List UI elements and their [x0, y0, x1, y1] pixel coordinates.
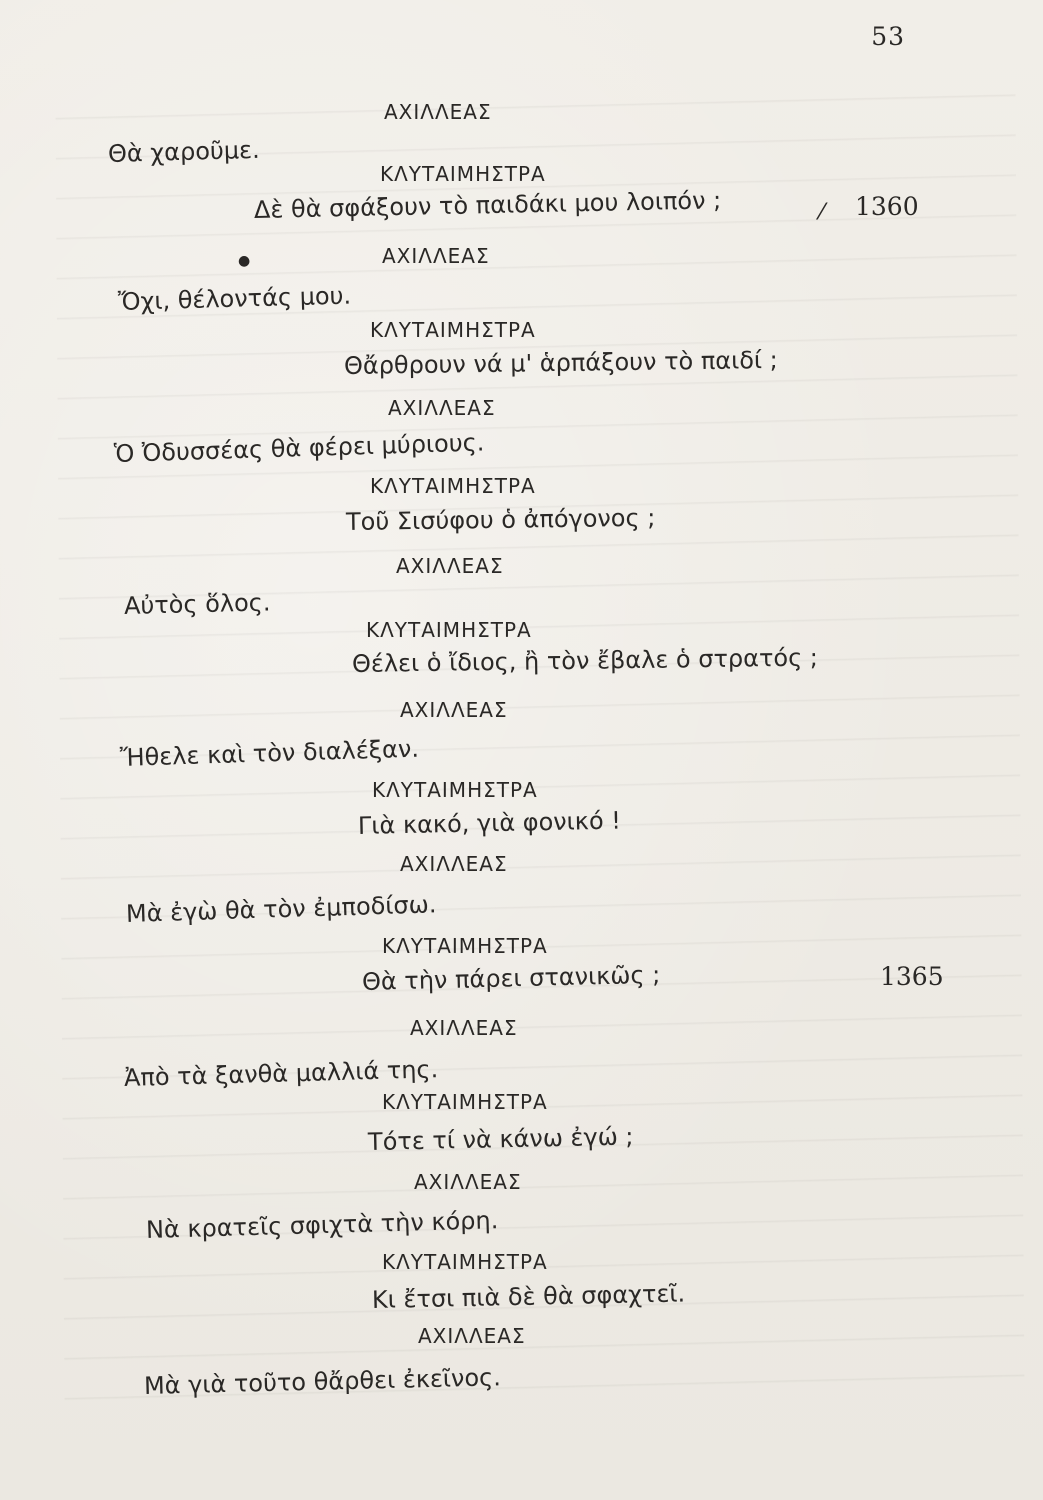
speaker-name: ΚΛΥΤΑΙΜΗΣΤΡΑ	[382, 1090, 548, 1114]
speaker-name: ΚΛΥΤΑΙΜΗΣΤΡΑ	[370, 474, 536, 498]
page-number: 53	[871, 22, 905, 51]
speaker-name: ΑΧΙΛΛΕΑΣ	[400, 852, 508, 876]
verse-line: Αὐτὸς ὅλος.	[123, 588, 271, 620]
line-number: 1365	[880, 962, 944, 991]
verse-line: Θἄρθρουν νά μ' ἁρπάξουν τὸ παιδί ;	[343, 345, 778, 380]
speaker-name: ΑΧΙΛΛΕΑΣ	[396, 554, 504, 578]
line-number: 1360	[855, 192, 919, 221]
verse-line: Τότε τί νὰ κάνω ἐγώ ;	[367, 1122, 634, 1156]
speaker-name: ΑΧΙΛΛΕΑΣ	[410, 1016, 518, 1040]
verse-line: Γιὰ κακό, γιὰ φονικό !	[357, 806, 622, 840]
speaker-name: ΑΧΙΛΛΕΑΣ	[418, 1324, 526, 1348]
verse-line: Νὰ κρατεῖς σφιχτὰ τὴν κόρη.	[145, 1206, 499, 1244]
speaker-name: ΚΛΥΤΑΙΜΗΣΤΡΑ	[366, 618, 532, 642]
verse-line: Ἀπὸ τὰ ξανθὰ μαλλιά της.	[123, 1055, 439, 1092]
verse-line: Μὰ ἐγὼ θὰ τὸν ἐμποδίσω.	[125, 890, 437, 928]
verse-line: Μὰ γιὰ τοῦτο θἄρθει ἐκεῖνος.	[143, 1363, 502, 1400]
ink-mark: ⁄	[820, 200, 824, 225]
speaker-name: ΚΛΥΤΑΙΜΗΣΤΡΑ	[370, 318, 536, 342]
verse-line: Ὄχι, θέλοντάς μου.	[117, 281, 352, 316]
ink-dot: ●	[238, 253, 251, 269]
speaker-name: ΑΧΙΛΛΕΑΣ	[414, 1170, 522, 1194]
speaker-name: ΚΛΥΤΑΙΜΗΣΤΡΑ	[372, 778, 538, 802]
speaker-name: ΚΛΥΤΑΙΜΗΣΤΡΑ	[382, 934, 548, 958]
speaker-name: ΑΧΙΛΛΕΑΣ	[388, 396, 496, 420]
verse-line: Ὁ Ὀδυσσέας θὰ φέρει μύριους.	[113, 428, 485, 468]
speaker-name: ΑΧΙΛΛΕΑΣ	[400, 698, 508, 722]
verse-line: Θὰ τὴν πάρει στανικῶς ;	[361, 960, 661, 996]
speaker-name: ΑΧΙΛΛΕΑΣ	[384, 100, 492, 124]
verse-line: Τοῦ Σισύφου ὁ ἀπόγονος ;	[345, 503, 656, 536]
verse-line: Θέλει ὁ ἴδιος, ἢ τὸν ἔβαλε ὁ στρατός ;	[351, 643, 819, 678]
speaker-name: ΚΛΥΤΑΙΜΗΣΤΡΑ	[382, 1250, 548, 1274]
speaker-name: ΑΧΙΛΛΕΑΣ	[382, 244, 490, 268]
verse-line: Ἤθελε καὶ τὸν διαλέξαν.	[119, 734, 420, 772]
verse-line: Δὲ θὰ σφάξουν τὸ παιδάκι μου λοιπόν ;	[253, 186, 722, 224]
speaker-name: ΚΛΥΤΑΙΜΗΣΤΡΑ	[380, 162, 546, 186]
verse-line: Κι ἔτσι πιὰ δὲ θὰ σφαχτεῖ.	[371, 1279, 686, 1314]
verse-line: Θὰ χαροῦμε.	[107, 135, 261, 168]
